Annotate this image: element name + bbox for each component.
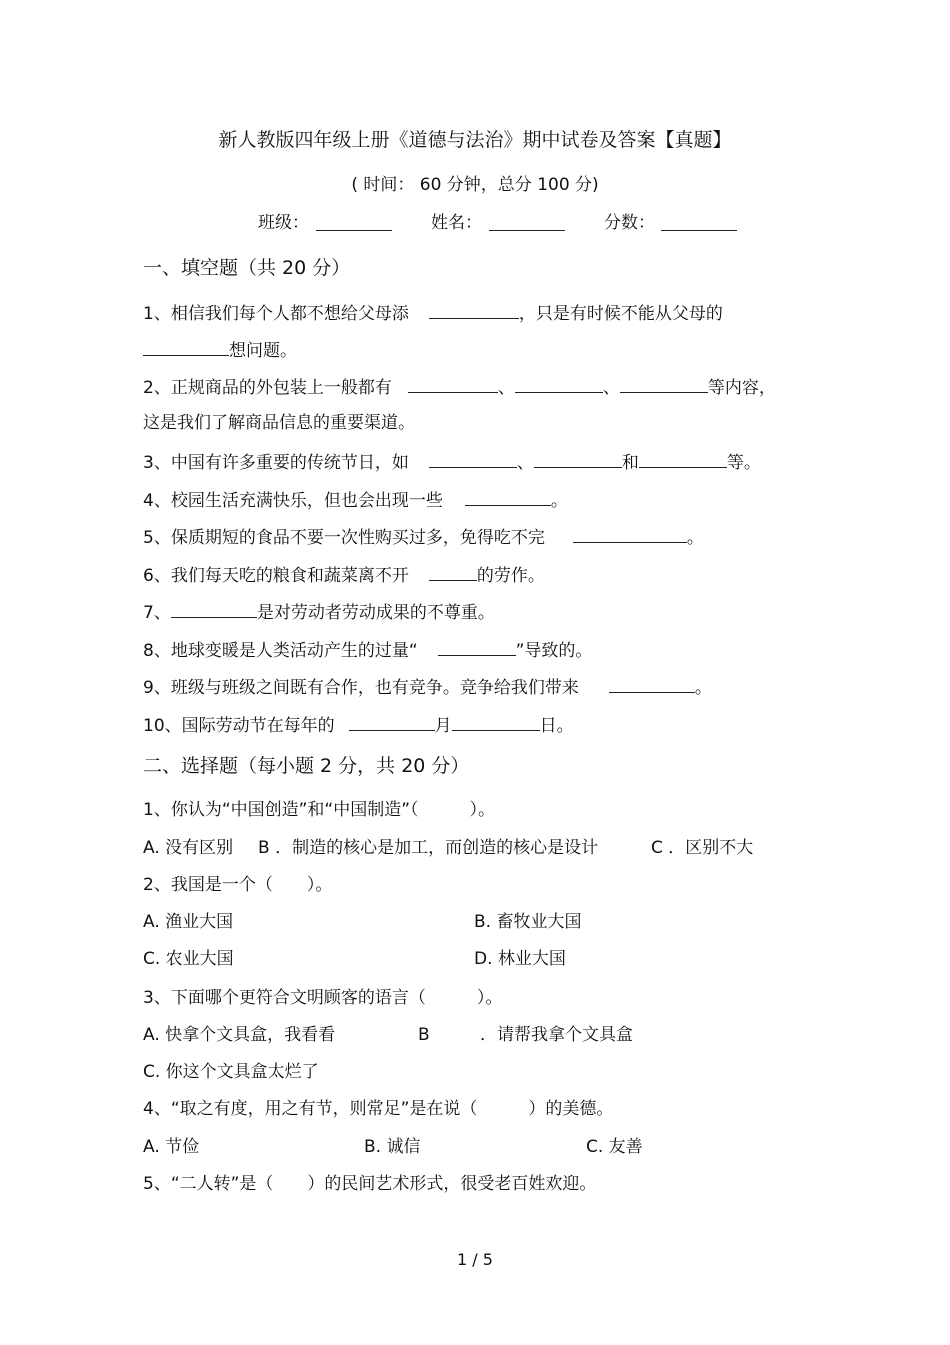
document-title: 新人教版四年级上册《道德与法治》期中试卷及答案【真题】 bbox=[218, 129, 732, 151]
section1-heading: 一、填空题（共 20 分） bbox=[143, 257, 351, 279]
fill-question-9: 9、班级与班级之间既有合作，也有竞争。竞争给我们带来 。 bbox=[143, 675, 712, 698]
choice-3-option-c: C. 你这个文具盒太烂了 bbox=[143, 1062, 319, 1082]
choice-2-option-d: D. 林业大国 bbox=[474, 949, 566, 969]
section2-heading: 二、选择题（每小题 2 分，共 20 分） bbox=[143, 755, 470, 777]
fill-question-7: 7、 是对劳动者劳动成果的不尊重。 bbox=[143, 600, 495, 623]
choice-2-option-a: A. 渔业大国 bbox=[143, 912, 234, 932]
time-info: ( 时间： 60 分钟，总分 100 分) bbox=[351, 175, 599, 195]
choice-1-option-a: A. 没有区别 bbox=[143, 838, 234, 858]
page-number: 1 / 5 bbox=[457, 1250, 493, 1269]
fill-question-1: 1、相信我们每个人都不想给父母添 ，只是有时候不能从父母的 bbox=[143, 301, 723, 324]
class-label: 班级： bbox=[258, 213, 309, 233]
choice-4-option-a: A. 节俭 bbox=[143, 1137, 200, 1157]
choice-3-option-a: A. 快拿个文具盒，我看看 bbox=[143, 1025, 336, 1045]
choice-1-option-b: B ．制造的核心是加工，而创造的核心是设计 bbox=[258, 838, 599, 858]
class-blank bbox=[316, 213, 392, 236]
choice-question-3: 3、下面哪个更符合文明顾客的语言（ ）。 bbox=[143, 988, 503, 1008]
fill-question-10: 10、国际劳动节在每年的 月 日。 bbox=[143, 713, 574, 736]
name-label: 姓名： bbox=[431, 213, 482, 233]
choice-1-option-c: C ．区别不大 bbox=[651, 838, 754, 858]
fill-question-1-cont: 想问题。 bbox=[143, 338, 297, 361]
choice-2-option-b: B. 畜牧业大国 bbox=[474, 912, 582, 932]
choice-4-option-b: B. 诚信 bbox=[364, 1137, 421, 1157]
choice-2-option-c: C. 农业大国 bbox=[143, 949, 234, 969]
fill-question-3: 3、中国有许多重要的传统节日，如 、 和 等。 bbox=[143, 450, 761, 473]
fill-question-5: 5、保质期短的食品不要一次性购买过多，免得吃不完 。 bbox=[143, 525, 704, 548]
choice-3-option-b: ．请帮我拿个文具盒 bbox=[480, 1025, 633, 1045]
score-label: 分数： bbox=[604, 213, 655, 233]
choice-question-5: 5、“二人转”是（ ）的民间艺术形式，很受老百姓欢迎。 bbox=[143, 1174, 597, 1194]
choice-question-2: 2、我国是一个（ ）。 bbox=[143, 875, 333, 895]
fill-question-4: 4、校园生活充满快乐，但也会出现一些 。 bbox=[143, 488, 568, 511]
choice-3-option-b-letter: B bbox=[418, 1025, 430, 1045]
fill-question-8: 8、地球变暖是人类活动产生的过量“ ”导致的。 bbox=[143, 638, 592, 661]
choice-question-4: 4、“取之有度，用之有节，则常足”是在说（ ）的美德。 bbox=[143, 1099, 614, 1119]
score-blank bbox=[661, 213, 737, 236]
choice-4-option-c: C. 友善 bbox=[586, 1137, 643, 1157]
fill-question-6: 6、我们每天吃的粮食和蔬菜离不开 的劳作。 bbox=[143, 563, 545, 586]
name-blank bbox=[489, 213, 565, 236]
choice-question-1: 1、你认为“中国创造”和“中国制造”（ ）。 bbox=[143, 800, 496, 820]
fill-question-2: 2、正规商品的外包装上一般都有 、 、 等内容， bbox=[143, 375, 776, 398]
fill-question-2-cont: 这是我们了解商品信息的重要渠道。 bbox=[143, 413, 415, 433]
